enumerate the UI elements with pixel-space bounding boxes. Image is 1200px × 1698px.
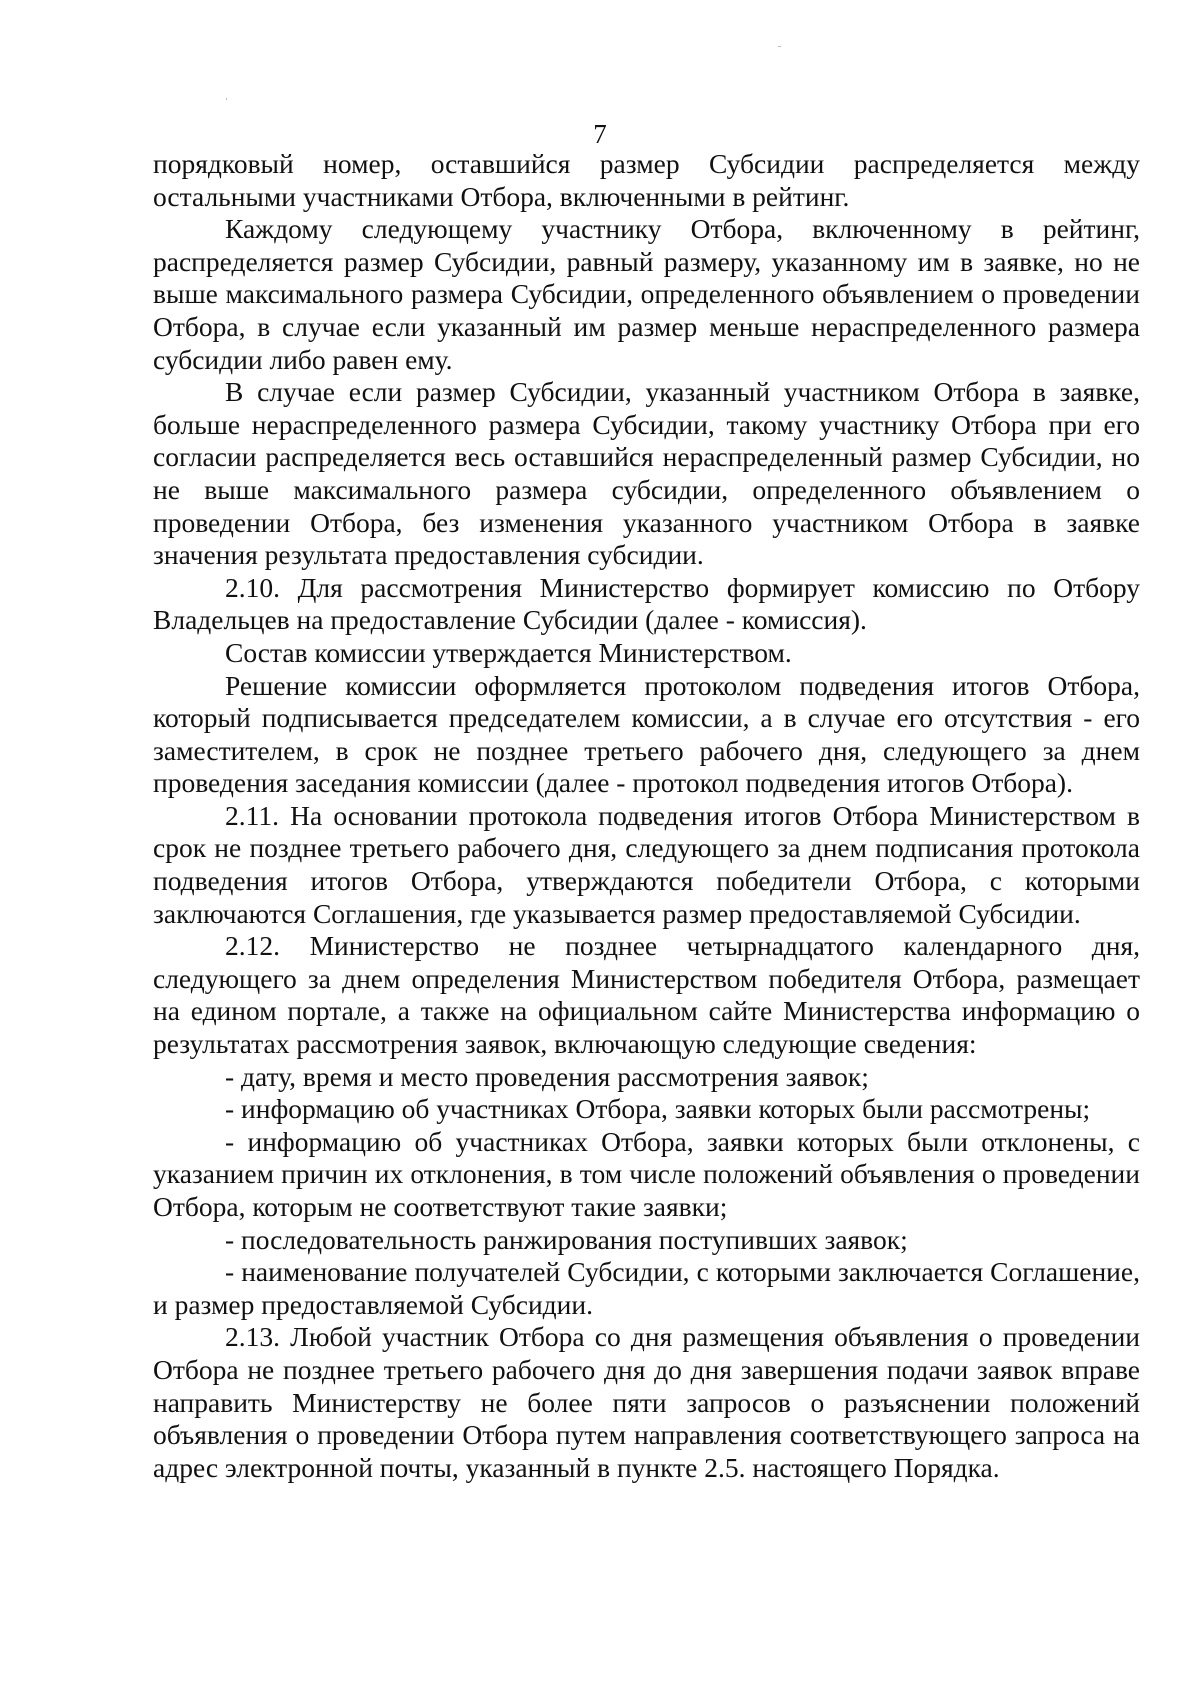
list-item: - наименование получателей Субсидии, с которыми заключается Соглашение, и размер предоставляемой Субсидии.: [153, 1256, 1140, 1320]
page-number: 7: [593, 119, 607, 149]
scan-speck: [226, 98, 227, 100]
paragraph-clause-2-11: 2.11. На основании протокола подведения итогов Отбора Министерством в срок не позднее третьего рабочего дня, следующего за днем подписания протокола подведения итогов Отбора, утверждаются победители Отбора, с которыми заключаются Соглашения, где указывается размер предоставляемой Субсидии.: [153, 799, 1140, 929]
paragraph: Каждому следующему участнику Отбора, включенному в рейтинг, распределяется размер Субсидии, равный размеру, указанному им в заявке, но не выше максимального размера Субсидии, определенного объявлением о проведении Отбора, в случае если указанный им размер меньше нераспределенного размера субсидии либо равен ему.: [153, 213, 1140, 375]
scan-speck: [778, 46, 781, 47]
paragraph: В случае если размер Субсидии, указанный участником Отбора в заявке, больше нераспределенного размера Субсидии, такому участнику Отбора при его согласии распределяется весь оставшийся нераспределенный размер Субсидии, но не выше максимального размера субсидии, определенного объявлением о проведении Отбора, без изменения указанного участником Отбора в заявке значения результата предоставления субсидии.: [153, 376, 1140, 571]
document-body: [153, 148, 1140, 1484]
paragraph-continuation: порядковый номер, оставшийся размер Субсидии распределяется между остальными участниками Отбора, включенными в рейтинг.: [153, 148, 1140, 212]
paragraph: Решение комиссии оформляется протоколом подведения итогов Отбора, который подписывается председателем комиссии, а в случае его отсутствия - его заместителем, в срок не позднее третьего рабочего дня, следующего за днем проведения заседания комиссии (далее - протокол подведения итогов Отбора).: [153, 669, 1140, 799]
paragraph-clause-2-12: 2.12. Министерство не позднее четырнадцатого календарного дня, следующего за днем определения Министерством победителя Отбора, размещает на едином портале, а также на официальном сайте Министерства информацию о результатах рассмотрения заявок, включающую следующие сведения:: [153, 930, 1140, 1060]
paragraph-clause-2-10: 2.10. Для рассмотрения Министерство формирует комиссию по Отбору Владельцев на предоставление Субсидии (далее - комиссия).: [153, 571, 1140, 636]
list-item: - информацию об участниках Отбора, заявки которых были рассмотрены;: [225, 1093, 1091, 1125]
list-item: - информацию об участниках Отбора, заявки которых были отклонены, с указанием причин их отклонения, в том числе положений объявления о проведении Отбора, которым не соответствуют такие заявки;: [153, 1125, 1140, 1222]
list-item: - последовательность ранжирования поступивших заявок;: [225, 1223, 908, 1255]
paragraph: Состав комиссии утверждается Министерством.: [225, 636, 792, 668]
paragraph-clause-2-13: 2.13. Любой участник Отбора со дня размещения объявления о проведении Отбора не позднее третьего рабочего дня до дня завершения подачи заявок вправе направить Министерству не более пяти запросов о разъяснении положений объявления о проведении Отбора путем направления соответствующего запроса на адрес электронной почты, указанный в пункте 2.5. настоящего Порядка.: [153, 1321, 1140, 1483]
list-item: - дату, время и место проведения рассмотрения заявок;: [225, 1060, 869, 1092]
